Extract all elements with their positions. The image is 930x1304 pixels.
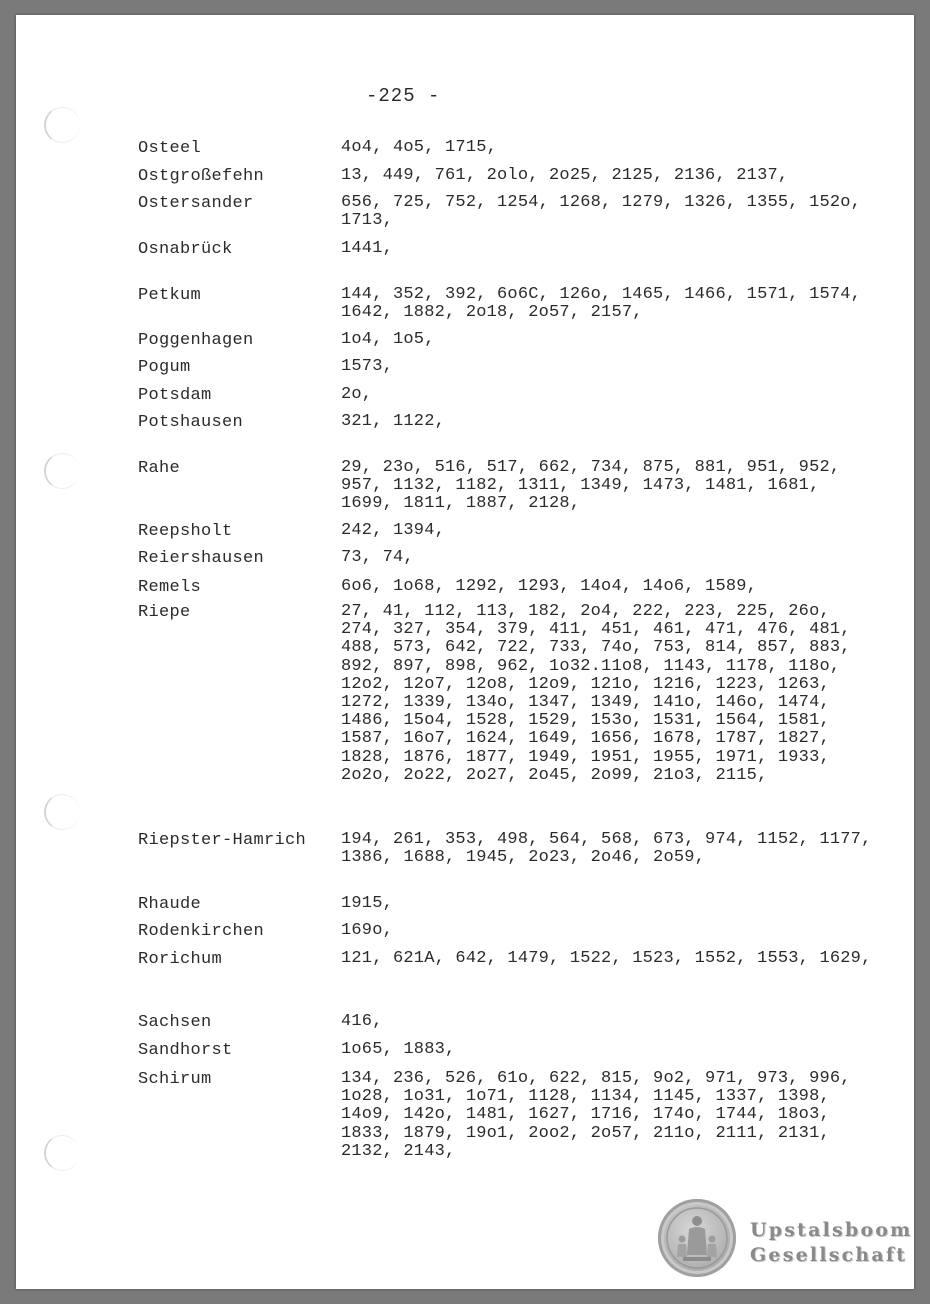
punch-hole xyxy=(44,794,80,830)
punch-hole xyxy=(44,453,80,489)
place-name: Rhaude xyxy=(138,895,202,914)
place-name: Reiershausen xyxy=(138,549,265,568)
reference-numbers: 1o4, 1o5, xyxy=(341,330,435,349)
logo-line-2: Gesellschaft xyxy=(750,1244,908,1266)
place-name: Pogum xyxy=(138,358,191,377)
place-name: Poggenhagen xyxy=(138,331,254,350)
place-name: Rahe xyxy=(138,459,181,478)
reference-numbers: 1573, xyxy=(341,357,394,376)
place-name: Sachsen xyxy=(138,1013,212,1032)
reference-numbers: 4o4, 4o5, 1715, xyxy=(341,138,498,157)
reference-numbers: 13, 449, 761, 2olo, 2o25, 2125, 2136, 2137, xyxy=(341,166,789,185)
reference-numbers: 121, 621A, 642, 1479, 1522, 1523, 1552, 1553, 1629, xyxy=(341,949,872,968)
punch-hole xyxy=(44,1135,80,1171)
society-seal-emblem xyxy=(658,1199,736,1277)
reference-numbers: 656, 725, 752, 1254, 1268, 1279, 1326, 1355, 152o, 1713, xyxy=(341,193,862,231)
reference-numbers: 73, 74, xyxy=(341,548,414,567)
society-logo-text xyxy=(750,1218,913,1268)
reference-numbers: 144, 352, 392, 6o6C, 126o, 1465, 1466, 1571, 1574, 1642, 1882, 2o18, 2o57, 2157, xyxy=(341,285,862,323)
logo-line-1: Upstalsboom xyxy=(750,1219,913,1241)
page-number: -225 - xyxy=(366,85,441,107)
place-name: Rodenkirchen xyxy=(138,922,265,941)
place-name: Osnabrück xyxy=(138,240,233,259)
reference-numbers: 2o, xyxy=(341,385,373,404)
reference-numbers: 169o, xyxy=(341,921,394,940)
punch-hole xyxy=(44,107,80,143)
place-name: Ostgroßefehn xyxy=(138,167,265,186)
place-name: Potsdam xyxy=(138,386,212,405)
reference-numbers: 1o65, 1883, xyxy=(341,1040,456,1059)
document-page xyxy=(16,15,914,1289)
reference-numbers: 1441, xyxy=(341,239,394,258)
reference-numbers: 134, 236, 526, 61o, 622, 815, 9o2, 971, 973, 996, 1o28, 1o31, 1o71, 1128, 1134, 1145, 1337, 1398, 14o9, 142o, 1481, 1627, 1716, 174o, 1744, 18o3, 1833, 1879, 19o1, 2oo2, 2o57, 211o, 2111, 2131, 2132, 2143, xyxy=(341,1069,851,1161)
place-name: Remels xyxy=(138,578,202,597)
reference-numbers: 1915, xyxy=(341,894,394,913)
place-name: Ostersander xyxy=(138,194,254,213)
reference-numbers: 321, 1122, xyxy=(341,412,446,431)
reference-numbers: 27, 41, 112, 113, 182, 2o4, 222, 223, 225, 26o, 274, 327, 354, 379, 411, 451, 461, 471, 476, 481, 488, 573, 642, 722, 733, 74o, 753, 814, 857, 883, 892, 897, 898, 962, 1o32.11o8, 1143, 1178, 118o, 12o2, 12o7, 12o8, 12o9, 121o, 1216, 1223, 1263, 1272, 1339, 134o, 1347, 1349, 141o, 146o, 1474, 1486, 15o4, 1528, 1529, 153o, 1531, 1564, 1581, 1587, 16o7, 1624, 1649, 1656, 1678, 1787, 1827, 1828, 1876, 1877, 1949, 1951, 1955, 1971, 1933, 2o2o, 2o22, 2o27, 2o45, 2o99, 21o3, 2115, xyxy=(341,602,851,785)
place-name: Petkum xyxy=(138,286,202,305)
reference-numbers: 242, 1394, xyxy=(341,521,446,540)
place-name: Reepsholt xyxy=(138,522,233,541)
place-name: Sandhorst xyxy=(138,1041,233,1060)
place-name: Rorichum xyxy=(138,950,223,969)
place-name: Potshausen xyxy=(138,413,244,432)
reference-numbers: 6o6, 1o68, 1292, 1293, 14o4, 14o6, 1589, xyxy=(341,577,758,596)
reference-numbers: 29, 23o, 516, 517, 662, 734, 875, 881, 951, 952, 957, 1132, 1182, 1311, 1349, 1473, 1481, 1681, 1699, 1811, 1887, 2128, xyxy=(341,458,841,514)
place-name: Osteel xyxy=(138,139,202,158)
place-name: Schirum xyxy=(138,1070,212,1089)
reference-numbers: 416, xyxy=(341,1012,383,1031)
reference-numbers: 194, 261, 353, 498, 564, 568, 673, 974, 1152, 1177, 1386, 1688, 1945, 2o23, 2o46, 2o59, xyxy=(341,830,872,868)
place-name: Riepe xyxy=(138,603,191,622)
place-name: Riepster-Hamrich xyxy=(138,831,307,850)
